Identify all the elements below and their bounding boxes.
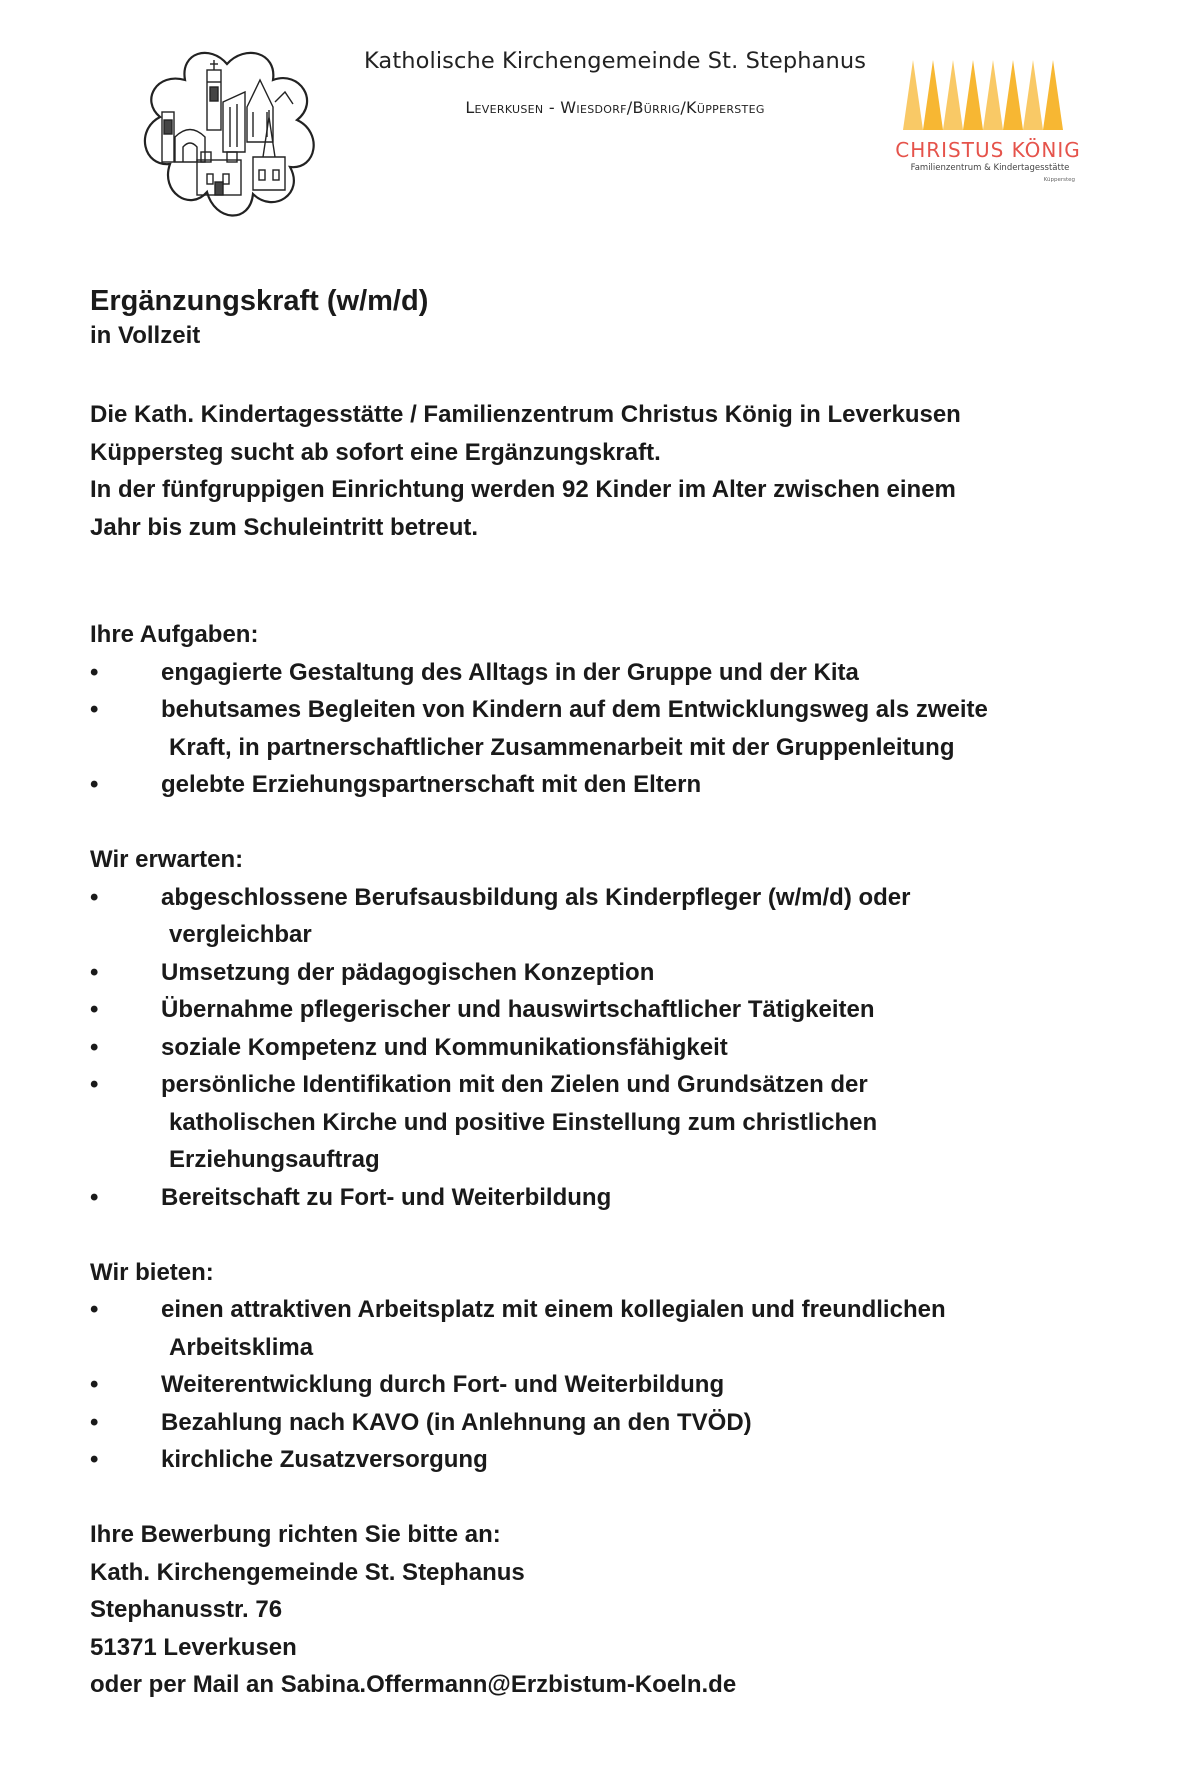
bullet-icon: • <box>90 658 99 686</box>
offers-section <box>90 1254 1150 1479</box>
crown-spike <box>943 60 963 130</box>
list-item <box>90 1066 1150 1179</box>
intro-line: Die Kath. Kindertagesstätte / Familienzentrum Christus König in Leverkusen <box>90 401 961 428</box>
kita-logo-subtitle: Familienzentrum & Kindertagesstätte <box>910 163 1070 173</box>
bullet-icon: • <box>90 1296 99 1323</box>
expectations-list <box>90 879 1150 1217</box>
contact-mail-line <box>90 1666 1150 1704</box>
list-item-text: soziale Kompetenz und Kommunikationsfähigkeit <box>161 1033 728 1061</box>
list-item <box>90 1366 1150 1404</box>
list-item <box>90 879 1150 954</box>
crown-spike <box>923 60 943 130</box>
list-item-text: behutsames Begleiten von Kindern auf dem Entwicklungsweg als zweite <box>161 696 988 723</box>
list-item <box>90 991 1150 1029</box>
parish-places: Leverkusen - Wiesdorf/Bürrig/Küppersteg <box>465 98 765 117</box>
expectations-section <box>90 841 1150 1216</box>
bullet-icon: • <box>90 1183 99 1211</box>
bullet-icon: • <box>90 1408 99 1436</box>
crown-spike <box>903 60 923 130</box>
tasks-section <box>90 616 1150 804</box>
contact-section <box>90 1516 1150 1704</box>
list-item-text: vergleichbar <box>169 921 312 948</box>
crown-spike <box>1043 60 1063 130</box>
kita-logo-place: Küppersteg <box>1043 177 1075 183</box>
list-item <box>90 1441 1150 1479</box>
crown-spike <box>1023 60 1043 130</box>
intro-line: In der fünfgruppigen Einrichtung werden 92 Kinder im Alter zwischen einem <box>90 476 956 503</box>
list-item <box>90 1179 1150 1217</box>
bullet-icon: • <box>90 1071 99 1098</box>
list-item-text: Erziehungsauftrag <box>169 1146 380 1173</box>
list-item-text: persönliche Identifikation mit den Zielen und Grundsätzen der <box>161 1071 868 1098</box>
list-item <box>90 954 1150 992</box>
list-item-text: einen attraktiven Arbeitsplatz mit einem kollegialen und freundlichen <box>161 1296 946 1323</box>
bullet-icon: • <box>90 996 99 1023</box>
offers-list <box>90 1291 1150 1479</box>
list-item <box>90 766 1150 804</box>
list-item-text: Übernahme pflegerischer und hauswirtschaftlicher Tätigkeiten <box>161 996 875 1023</box>
list-item <box>90 691 1150 766</box>
intro-line: Küppersteg sucht ab sofort eine Ergänzungskraft. <box>90 438 661 466</box>
crown-spike <box>983 60 1003 130</box>
job-subtitle: in Vollzeit <box>90 322 201 349</box>
posting-content <box>90 282 1150 1704</box>
list-item <box>90 1029 1150 1067</box>
bullet-icon: • <box>90 1033 99 1061</box>
list-item-text: Arbeitsklima <box>169 1333 314 1361</box>
contact-street: Stephanusstr. 76 <box>90 1596 283 1623</box>
list-item <box>90 654 1150 692</box>
parish-name: Katholische Kirchengemeinde St. Stephanus <box>363 48 867 74</box>
crown-spike <box>963 60 983 130</box>
contact-city: 51371 Leverkusen <box>90 1633 297 1661</box>
offers-heading: Wir bieten: <box>90 1258 214 1286</box>
bullet-icon: • <box>90 771 99 798</box>
tasks-list <box>90 654 1150 804</box>
bullet-icon: • <box>90 883 99 911</box>
crown-spike <box>1003 60 1023 130</box>
list-item-text: engagierte Gestaltung des Alltags in der Gruppe und der Kita <box>161 658 859 686</box>
list-item-text: Kraft, in partnerschaftlicher Zusammenarbeit mit der Gruppenleitung <box>169 733 955 761</box>
contact-heading: Ihre Bewerbung richten Sie bitte an: <box>90 1521 501 1548</box>
bullet-icon: • <box>90 1371 99 1398</box>
list-item-text: Bereitschaft zu Fort- und Weiterbildung <box>161 1183 612 1211</box>
list-item <box>90 1291 1150 1366</box>
bullet-icon: • <box>90 958 99 986</box>
contact-email-link[interactable]: Sabina.Offermann@Erzbistum-Koeln.de <box>280 1671 737 1698</box>
bullet-icon: • <box>90 1446 99 1473</box>
intro-line: Jahr bis zum Schuleintritt betreut. <box>90 513 479 541</box>
expectations-heading: Wir erwarten: <box>90 846 244 873</box>
contact-mail-prefix: oder per Mail an <box>90 1671 281 1698</box>
kita-logo-name: CHRISTUS KÖNIG <box>895 138 1081 162</box>
list-item-text: Umsetzung der pädagogischen Konzeption <box>161 958 655 986</box>
list-item-text: abgeschlossene Berufsausbildung als Kinderpfleger (w/m/d) oder <box>161 883 911 911</box>
parish-header <box>345 48 885 117</box>
list-item-text: kirchliche Zusatzversorgung <box>161 1446 488 1473</box>
list-item-text: Weiterentwicklung durch Fort- und Weiterbildung <box>161 1371 725 1398</box>
contact-org: Kath. Kirchengemeinde St. Stephanus <box>90 1558 525 1586</box>
intro-paragraph <box>90 396 1150 546</box>
list-item-text: gelebte Erziehungspartnerschaft mit den Eltern <box>161 771 702 798</box>
list-item <box>90 1404 1150 1442</box>
list-item-text: katholischen Kirche und positive Einstellung zum christlichen <box>169 1108 878 1136</box>
church-flower-emblem-icon <box>135 42 320 234</box>
job-title: Ergänzungskraft (w/m/d) <box>90 285 429 317</box>
list-item-text: Bezahlung nach KAVO (in Anlehnung an den TVÖD) <box>161 1408 752 1436</box>
tasks-heading: Ihre Aufgaben: <box>90 621 259 648</box>
bullet-icon: • <box>90 696 99 723</box>
